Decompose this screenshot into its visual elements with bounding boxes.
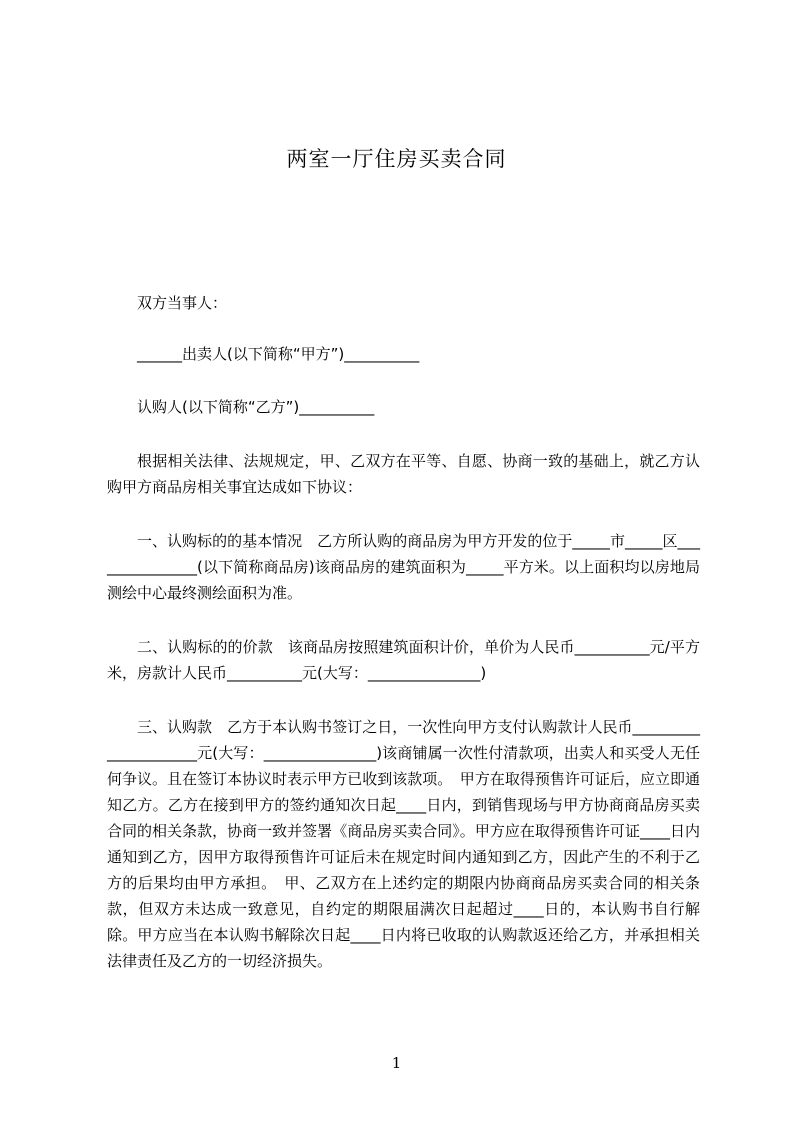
clause-3-paragraph: 三、认购款 乙方于本认购书签订之日，一次性向甲方支付认购款计人民币_____________________元(大写：_______________)该商铺属一次性付清款项，出卖人和买受人无任何争议。且在签订本协议时表示甲方已收到该款项。 甲方在取得预售许可证后，应立即通知乙方。乙方在接到甲方的签约通知次日起____日内，到销售现场与甲方协商商品房买卖合同的相关条款，协商一致并签署《商品房买卖合同》。甲方应在取得预售许可证____日内通知到乙方，因甲方取得预售许可证后未在规定时间内通知到乙方，因此产生的不利于乙方的后果均由甲方承担。 甲、乙双方在上述约定的期限内协商商品房买卖合同的相关条款，但双方未达成一致意见，自约定的期限届满次日起超过____日的，本认购书自行解除。甲方应当在本认购书解除次日起____日内将已收取的认购款返还给乙方，并承担相关法律责任及乙方的一切经济损失。: [107, 718, 700, 970]
seller-line: ______出卖人(以下简称“甲方”)__________: [137, 345, 420, 363]
clause-2-paragraph: 二、认购标的的价款 该商品房按照建筑面积计价，单价为人民币__________元/平方米，房款计人民币__________元(大写：_______________): [107, 638, 700, 682]
clause-1-paragraph: 一、认购标的的基本情况 乙方所认购的商品房为甲方开发的位于_____市_____区_______________(以下简称商品房)该商品房的建筑面积为_____平方米。以上面积均以房地局测绘中心最终测绘面积为准。: [107, 532, 700, 602]
document-title: 两室一厅住房买卖合同: [286, 147, 507, 171]
page-number: 1: [391, 1054, 402, 1072]
buyer-line: 认购人(以下简称“乙方”)__________: [137, 398, 375, 416]
intro-paragraph: 根据相关法律、法规规定，甲、乙双方在平等、自愿、协商一致的基础上，就乙方认购甲方商品房相关事宜达成如下协议：: [107, 452, 700, 496]
parties-heading: 双方当事人：: [137, 294, 228, 312]
